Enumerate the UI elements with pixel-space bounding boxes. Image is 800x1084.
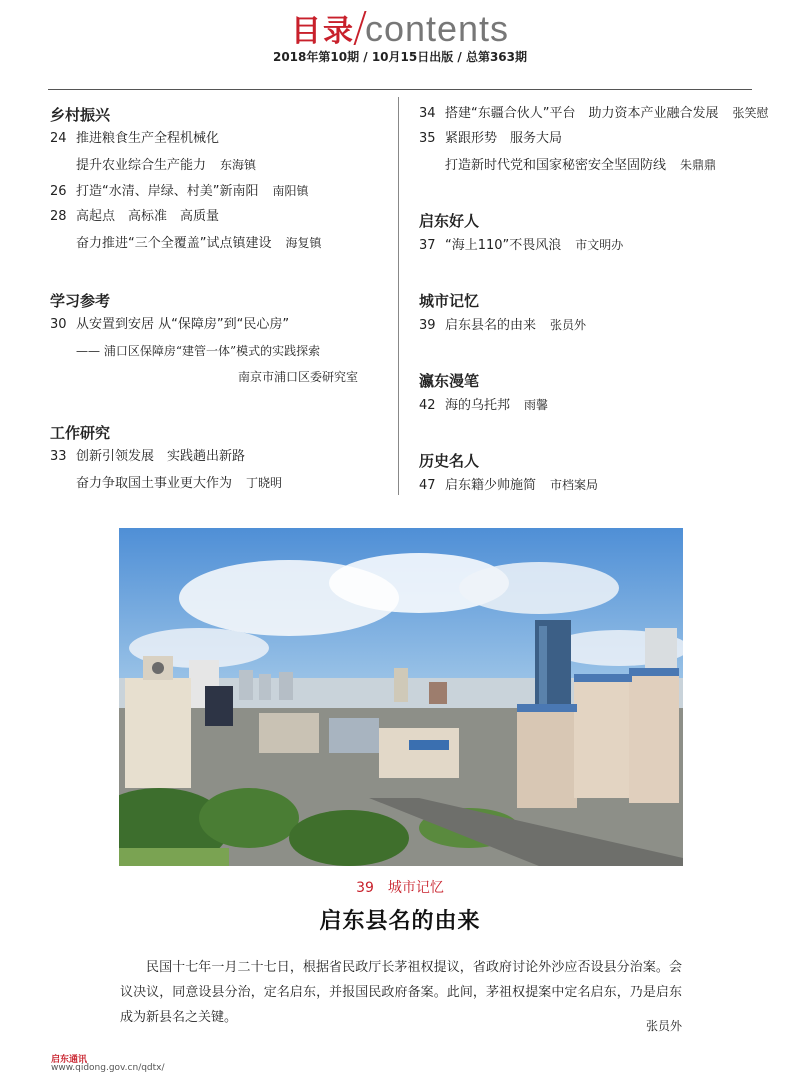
feature-title: 启东县名的由来 bbox=[319, 909, 481, 934]
toc-right-column bbox=[419, 100, 769, 493]
column-divider bbox=[398, 97, 399, 495]
toc-left-column bbox=[50, 104, 390, 491]
header-rule bbox=[48, 89, 752, 90]
toc-entry[interactable]: 39 启东县名的由来 张员外 bbox=[419, 318, 587, 333]
toc-section-essays bbox=[419, 370, 548, 418]
toc-section-work bbox=[50, 422, 282, 496]
footer-brand: 启东通讯 bbox=[51, 1055, 88, 1065]
section-title: 城市记忆 bbox=[419, 292, 480, 310]
feature-author: 张员外 bbox=[645, 1019, 682, 1033]
toc-entry[interactable]: 33 创新引领发展 实践趟出新路 bbox=[50, 449, 246, 464]
toc-author: 市文明办 bbox=[575, 238, 624, 252]
toc-subtitle: —— 浦口区保障房“建管一体”模式的实践探索 bbox=[76, 344, 321, 358]
toc-entry[interactable]: 42 海的乌托邦 雨馨 bbox=[419, 398, 549, 413]
section-title: 乡村振兴 bbox=[50, 106, 111, 124]
toc-entry[interactable]: 打造新时代党和国家秘密安全坚固防线 朱鼎鼎 bbox=[445, 158, 717, 173]
feature-body: 民国十七年一月二十七日，根据省民政厅长茅祖权提议，省政府讨论外沙应否设县分治案。会议决议，同意设县分治，定名启东，并报国民政府备案。此间，茅祖权提案中定名启东，乃是启东成为新县名之关键。 bbox=[120, 960, 682, 1025]
title-cn: 目录 bbox=[290, 14, 355, 49]
toc-entry[interactable]: 28 高起点 高标准 高质量 bbox=[50, 209, 220, 224]
toc-entry[interactable]: 提升农业综合生产能力 东海镇 bbox=[76, 158, 257, 173]
footer-url[interactable]: www.qidong.gov.cn/qdtx/ bbox=[51, 1063, 165, 1073]
toc-section-cont bbox=[419, 100, 769, 178]
masthead-title bbox=[291, 6, 509, 50]
toc-author: 张员外 bbox=[550, 318, 587, 332]
toc-section-study bbox=[50, 290, 358, 390]
toc-org: 南京市浦口区委研究室 bbox=[237, 370, 358, 384]
toc-entry[interactable]: 35 紧跟形势 服务大局 bbox=[419, 131, 563, 146]
toc-entry[interactable]: 24 推进粮食生产全程机械化 bbox=[50, 131, 220, 146]
toc-section-good-people bbox=[419, 210, 623, 258]
section-title: 启东好人 bbox=[419, 212, 480, 230]
toc-entry[interactable]: 37 “海上110”不畏风浪 市文明办 bbox=[419, 238, 624, 253]
toc-author: 南阳镇 bbox=[272, 184, 309, 198]
toc-author: 丁晓明 bbox=[246, 476, 283, 490]
section-title: 瀛东漫笔 bbox=[419, 372, 480, 390]
masthead bbox=[0, 6, 800, 65]
toc-entry[interactable]: 奋力推进“三个全覆盖”试点镇建设 海复镇 bbox=[76, 236, 322, 251]
toc-entry[interactable]: 26 打造“水清、岸绿、村美”新南阳 南阳镇 bbox=[50, 184, 309, 199]
toc-author: 雨馨 bbox=[524, 398, 549, 412]
section-title: 工作研究 bbox=[50, 424, 111, 442]
toc-author: 张笑慰 bbox=[732, 106, 769, 120]
toc-author: 海复镇 bbox=[285, 236, 322, 250]
toc-section-history bbox=[419, 450, 598, 498]
section-title: 历史名人 bbox=[419, 452, 480, 470]
toc-entry[interactable]: 34 搭建“东疆合伙人”平台 助力资本产业融合发展 张笑慰 bbox=[419, 106, 769, 121]
section-title: 学习参考 bbox=[50, 292, 111, 310]
toc-author: 东海镇 bbox=[220, 158, 257, 172]
toc-author: 市档案局 bbox=[550, 478, 599, 492]
toc-entry[interactable]: 30 从安置到安居 从“保障房”到“民心房” bbox=[50, 317, 290, 332]
toc-section-rural bbox=[50, 104, 390, 256]
title-en: contents bbox=[364, 8, 510, 49]
toc-author: 朱鼎鼎 bbox=[680, 158, 717, 172]
feature-label: 39 城市记忆 bbox=[356, 880, 444, 896]
city-aerial-photo bbox=[119, 528, 683, 866]
toc-entry[interactable]: 47 启东籍少帅施简 市档案局 bbox=[419, 478, 599, 493]
toc-section-city-memory bbox=[419, 290, 586, 338]
toc-entry[interactable]: 奋力争取国土事业更大作为 丁晓明 bbox=[76, 476, 283, 491]
issue-line: 2018年第10期 / 10月15日出版 / 总第363期 bbox=[272, 50, 528, 64]
